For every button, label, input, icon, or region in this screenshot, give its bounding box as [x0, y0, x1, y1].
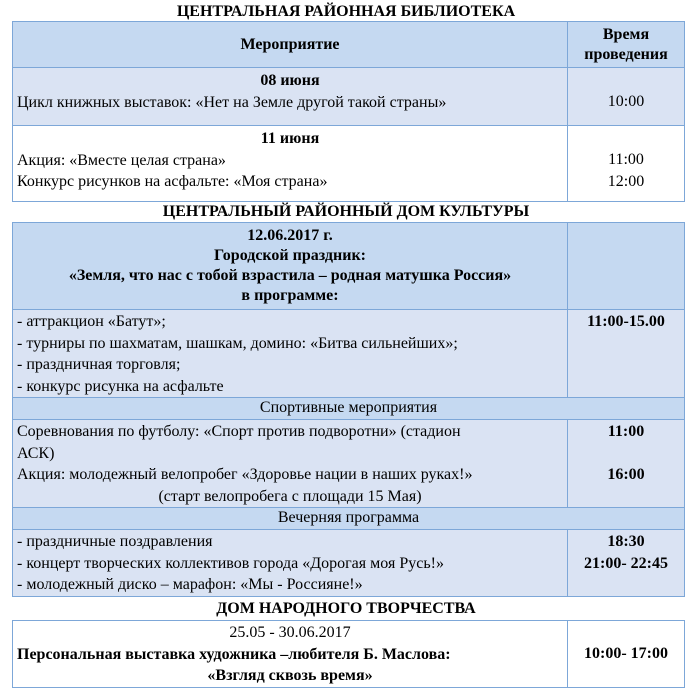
event-time: 11:00	[608, 151, 644, 168]
festival-row	[13, 223, 685, 310]
section-title-library: ЦЕНТРАЛЬНАЯ РАЙОННАЯ БИБЛИОТЕКА	[176, 3, 516, 20]
library-table	[12, 21, 685, 202]
sports-event-text: АСК)	[17, 444, 55, 462]
sports-event-text: Акция: молодежный велопробег «Здоровье нации в наших руках!»	[17, 466, 473, 483]
program-item: - аттракцион «Батут»;	[17, 313, 166, 330]
evening-title: Вечерняя программа	[13, 508, 685, 530]
sports-row	[13, 420, 685, 508]
evening-row	[13, 530, 685, 597]
festival-date: 12.06.2017 г.	[247, 227, 333, 244]
header-time-line1: Время	[602, 25, 650, 43]
exhibition-subtitle: «Взгляд сквозь время»	[207, 667, 373, 684]
event-date: 11 июня	[260, 130, 320, 147]
exhibition-time: 10:00- 17:00	[568, 621, 685, 688]
evening-time: 21:00- 22:45	[584, 554, 668, 572]
evening-item: - концерт творческих коллективов города «Дорогая моя Русь!»	[17, 554, 444, 572]
header-time	[568, 22, 685, 68]
section-title-folk-art-house: ДОМ НАРОДНОГО ТВОРЧЕСТВА	[216, 600, 476, 617]
sports-title-row	[13, 398, 685, 420]
evening-time: 18:30	[607, 533, 645, 550]
event-time: 10:00	[607, 93, 645, 110]
sports-title: Спортивные мероприятия	[13, 398, 685, 420]
exhibition-title: Персональная выставка художника –любителя Б. Маслова:	[17, 645, 451, 663]
evening-title-row	[13, 508, 685, 530]
festival-type: Городской праздник:	[214, 247, 366, 264]
program-item: - турниры по шахматам, шашкам, домино: «Битва сильнейших»;	[17, 334, 458, 352]
event-time: 12:00	[607, 172, 645, 190]
event-date: 08 июня	[260, 72, 320, 89]
sports-event-text: Соревнования по футболу: «Спорт против подворотни» (стадион	[17, 423, 461, 440]
header-event: Мероприятие	[13, 22, 568, 68]
event-text: Конкурс рисунков на асфальте: «Моя страна»	[17, 173, 328, 190]
section-title-culture-house: ЦЕНТРАЛЬНЫЙ РАЙОННЫЙ ДОМ КУЛЬТУРЫ	[162, 203, 530, 220]
header-time-line2: проведения	[584, 45, 668, 63]
table-row	[13, 68, 685, 126]
festival-name: «Земля, что нас с тобой взрастила – родная матушка Россия»	[68, 267, 512, 284]
evening-item: - молодежный диско – марафон: «Мы - Россияне!»	[17, 576, 363, 593]
program-item: - конкурс рисунка на асфальте	[17, 377, 224, 395]
culture-house-table	[12, 222, 685, 597]
sports-time: 11:00	[607, 423, 645, 440]
event-text: Цикл книжных выставок: «Нет на Земле другой такой страны»	[17, 93, 447, 111]
sports-time: 16:00	[607, 466, 645, 483]
program-item: - праздничная торговля;	[17, 356, 181, 373]
sports-event-text: (старт велопробега с площади 15 Мая)	[158, 487, 422, 505]
program-time: 11:00-15.00	[568, 310, 685, 398]
folk-art-table	[12, 620, 685, 688]
table-row	[13, 126, 685, 202]
event-text: Акция: «Вместе целая страна»	[17, 151, 226, 169]
exhibition-dates: 25.05 - 30.06.2017	[229, 624, 351, 641]
festival-program-label: в программе:	[241, 287, 339, 304]
program-row	[13, 310, 685, 398]
exhibition-row	[13, 621, 685, 688]
evening-item: - праздничные поздравления	[17, 533, 213, 550]
